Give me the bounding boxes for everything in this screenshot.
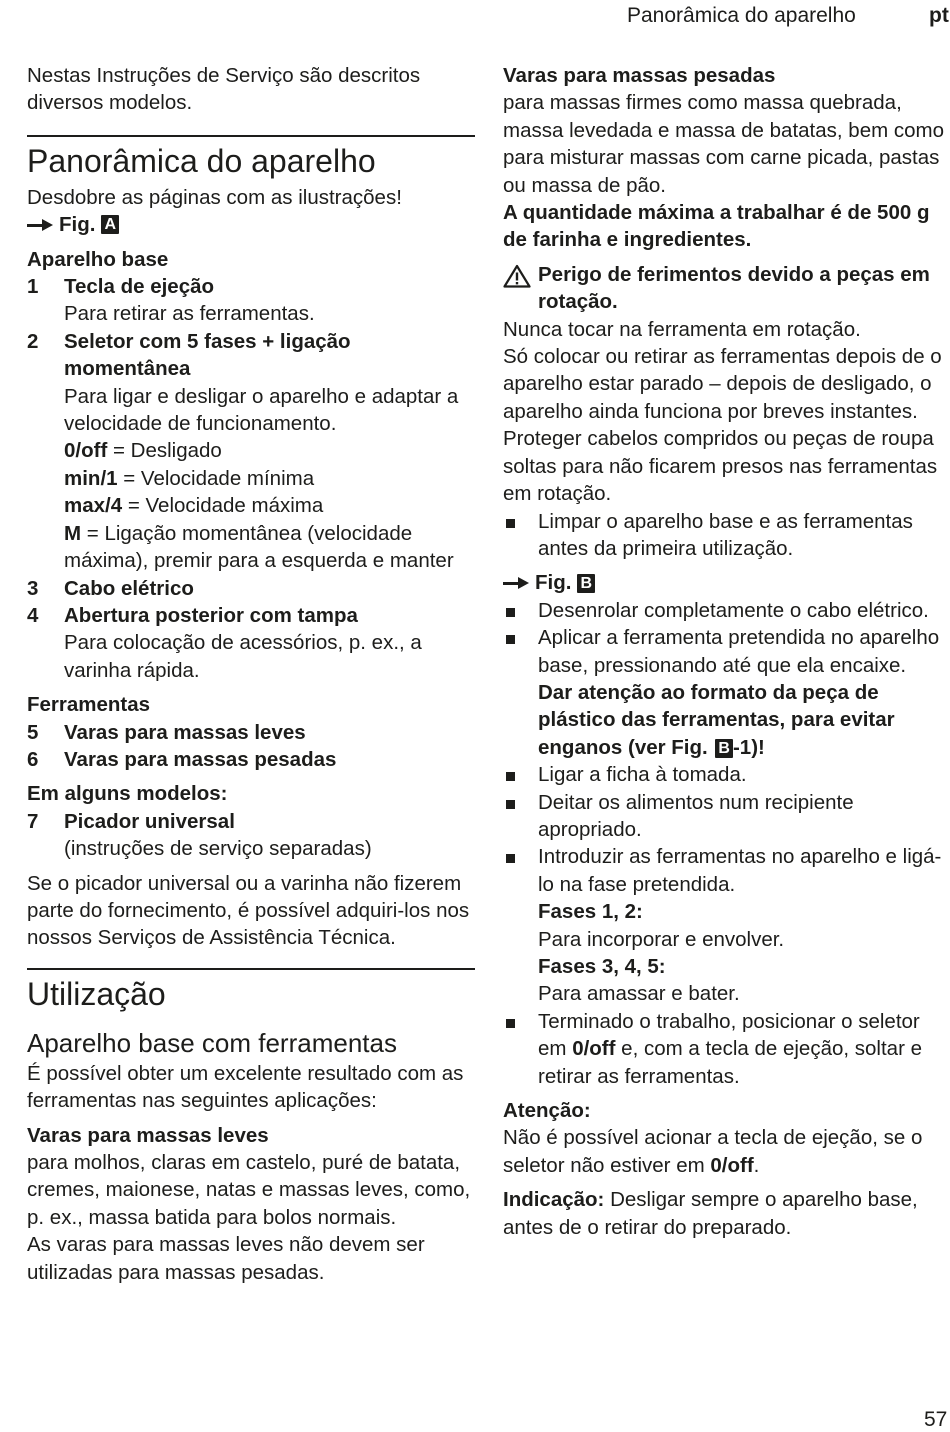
bullet-square-icon bbox=[503, 843, 538, 1007]
right-column bbox=[503, 62, 950, 1241]
left-column bbox=[27, 62, 475, 1286]
stages-345-text: Para amassar e bater. bbox=[538, 982, 740, 1006]
stages-345-label: Fases 3, 4, 5: bbox=[538, 955, 666, 978]
attention-text: Não é possível acionar a tecla de ejeção, se o seletor não estiver em 0/off. bbox=[503, 1126, 923, 1177]
setting-max: max/4 = Velocidade máxima bbox=[64, 494, 324, 518]
list-item: 1 Tecla de ejeção Para retirar as ferramentas. bbox=[27, 275, 315, 326]
models-heading: Em alguns modelos: bbox=[27, 782, 228, 806]
list-item: 3 Cabo elétrico bbox=[27, 576, 194, 600]
list-item: Introduzir as ferramentas no aparelho e ligá-lo na fase pretendida. Fases 1, 2: Para incorporar e envolver. Fases 3, 4, 5: Para amassar e bater. bbox=[503, 843, 950, 1007]
list-item: Limpar o aparelho base e as ferramentas antes da primeira utilização. bbox=[503, 508, 950, 563]
bullet-square-icon bbox=[503, 1008, 538, 1090]
base-unit-heading: Aparelho base bbox=[27, 247, 169, 271]
usage-subheading: Aparelho base com ferramentas bbox=[27, 1027, 397, 1058]
unfold-instruction: Desdobre as páginas com as ilustrações! bbox=[27, 185, 402, 209]
light-whisk-text: para molhos, claras em castelo, puré de batata, cremes, maionese, natas e massas leves, como, p. ex., massa batida para bolos normais. bbox=[27, 1151, 471, 1229]
page-number: 57 bbox=[924, 1408, 948, 1431]
section-divider bbox=[27, 968, 475, 970]
warning-block bbox=[503, 261, 950, 316]
list-item: Terminado o trabalho, posicionar o seletor em 0/off e, com a tecla de ejeção, soltar e retirar as ferramentas. bbox=[503, 1008, 950, 1090]
heavy-whisk-max: A quantidade máxima a trabalhar é de 500 g de farinha e ingredientes. bbox=[503, 201, 930, 252]
list-item: 5 Varas para massas leves bbox=[27, 720, 306, 744]
bullet-square-icon bbox=[503, 761, 538, 788]
usage-heading: Utilização bbox=[27, 975, 166, 1012]
language-code: pt bbox=[929, 4, 949, 27]
warning-text-1: Nunca tocar na ferramenta em rotação. bbox=[503, 317, 861, 341]
bullet-square-icon bbox=[503, 624, 538, 761]
attach-note: Dar atenção ao formato da peça de plástico das ferramentas, para evitar enganos (ver Fig. B -1)! bbox=[538, 680, 895, 759]
running-header-title: Panorâmica do aparelho bbox=[627, 4, 856, 27]
figure-letter-badge: B bbox=[577, 574, 595, 593]
list-item: Desenrolar completamente o cabo elétrico. bbox=[503, 597, 950, 624]
bullet-square-icon bbox=[503, 597, 538, 624]
indication-note: Indicação: Desligar sempre o aparelho base, antes de o retirar do preparado. bbox=[503, 1188, 918, 1239]
setting-momentary: M = Ligação momentânea (velocidade máxima), premir para a esquerda e manter bbox=[64, 521, 454, 573]
list-item: 7 Picador universal (instruções de serviço separadas) bbox=[27, 809, 372, 861]
list-item: 6 Varas para massas pesadas bbox=[27, 747, 337, 771]
stages-12-label: Fases 1, 2: bbox=[538, 900, 643, 924]
heavy-whisk-text: para massas firmes como massa quebrada, massa levedada e massa de batatas, bem como para misturar massas com carne picada, pastas ou massa de pão. bbox=[503, 91, 944, 197]
arrow-right-icon bbox=[27, 218, 53, 232]
stages-12-text: Para incorporar e envolver. bbox=[538, 927, 785, 951]
tools-heading: Ferramentas bbox=[27, 693, 151, 717]
usage-intro: É possível obter um excelente resultado com as ferramentas nas seguintes aplicações: bbox=[27, 1061, 464, 1113]
overview-heading: Panorâmica do aparelho bbox=[27, 142, 376, 179]
light-whisk-heading: Varas para massas leves bbox=[27, 1123, 269, 1147]
bullet-square-icon bbox=[503, 789, 538, 844]
list-item: Aplicar a ferramenta pretendida no aparelho base, pressionando até que ela encaixe. Dar atenção ao formato da peça de plástico das ferramentas, para evitar enganos (ver Fig. B -1)! bbox=[503, 624, 950, 761]
arrow-right-icon bbox=[503, 576, 529, 590]
list-item: Ligar a ficha à tomada. bbox=[503, 761, 950, 788]
warning-triangle-icon bbox=[503, 261, 538, 316]
light-whisk-note: As varas para massas leves não devem ser utilizadas para massas pesadas. bbox=[27, 1233, 425, 1284]
list-item: 2 Seletor com 5 fases + ligação momentânea Para ligar e desligar o aparelho e adaptar a velocidade de funcionamento. 0/off = Desligado min/1 = Velocidade mínima max/4 = Velocidade máxima M = Ligação momentânea (velocidade máxima), premir para a esquerda e manter bbox=[27, 328, 475, 575]
figure-reference-b: Fig. B bbox=[503, 569, 950, 596]
warning-title: Perigo de ferimentos devido a peças em rotação. bbox=[538, 262, 930, 314]
list-item: 4 Abertura posterior com tampa Para colocação de acessórios, p. ex., a varinha rápida. bbox=[27, 603, 422, 682]
figure-letter-badge: A bbox=[101, 215, 119, 234]
warning-text-2: Só colocar ou retirar as ferramentas depois de o aparelho estar parado – depois de desligado, o aparelho ainda funciona por breves instantes. Proteger cabelos compridos ou peças de roupa soltas para não ficarem presos nas ferramentas em rotação. bbox=[503, 345, 942, 506]
heavy-whisk-heading: Varas para massas pesadas bbox=[503, 64, 776, 87]
attention-label: Atenção: bbox=[503, 1099, 591, 1123]
figure-reference-a: Fig. A bbox=[27, 211, 475, 238]
setting-min: min/1 = Velocidade mínima bbox=[64, 466, 315, 490]
list-item: Deitar os alimentos num recipiente apropriado. bbox=[503, 789, 950, 844]
intro-text: Nestas Instruções de Serviço são descritos diversos modelos. bbox=[27, 64, 421, 115]
setting-off: 0/off = Desligado bbox=[64, 439, 222, 463]
section-divider bbox=[27, 135, 475, 137]
figure-letter-badge: B bbox=[715, 739, 733, 758]
bullet-square-icon bbox=[503, 508, 538, 563]
service-note: Se o picador universal ou a varinha não fizerem parte do fornecimento, é possível adquiri-los nos nossos Serviços de Assistência Técnica. bbox=[27, 871, 470, 950]
